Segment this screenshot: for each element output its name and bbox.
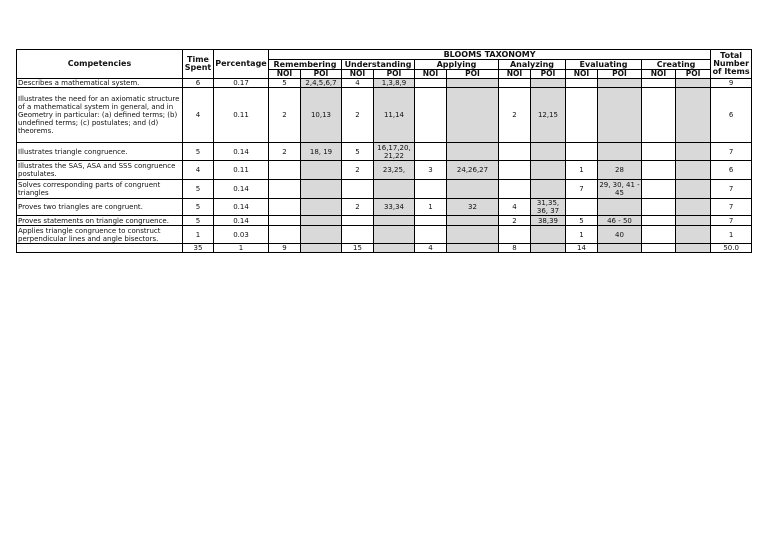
header-noi-creating: NOI [642,70,676,79]
poi-cell [676,216,711,226]
table-row [17,161,752,180]
noi-cell [415,79,447,88]
table-body [17,79,752,253]
table-row [17,180,752,199]
competency-cell: Illustrates triangle congruence. [17,143,183,161]
table-row [17,226,752,244]
competency-cell: Describes a mathematical system. [17,79,183,88]
noi-cell: 4 [342,79,374,88]
header-noi-understanding: NOI [342,70,374,79]
total-items-cell: 7 [711,143,752,161]
poi-cell [676,79,711,88]
poi-cell [598,79,642,88]
noi-cell [642,244,676,253]
noi-cell [269,216,301,226]
header-poi-understanding: POI [374,70,415,79]
table-row [17,216,752,226]
total-items-cell: 7 [711,199,752,216]
noi-cell: 14 [566,244,598,253]
total-items-cell: 50.0 [711,244,752,253]
percentage-cell: 0.03 [214,226,269,244]
header-level-understanding: Understanding [342,60,415,70]
poi-cell [676,161,711,180]
poi-cell [676,226,711,244]
competency-cell: Solves corresponding parts of congruent triangles [17,180,183,199]
header-noi-applying: NOI [415,70,447,79]
noi-cell [642,161,676,180]
poi-cell [374,244,415,253]
noi-cell [415,216,447,226]
totals-row [17,244,752,253]
poi-cell [447,216,499,226]
total-items-cell: 6 [711,88,752,143]
time-spent-cell: 5 [183,216,214,226]
poi-cell: 24,26,27 [447,161,499,180]
percentage-cell: 0.14 [214,180,269,199]
noi-cell [566,143,598,161]
competency-cell [17,244,183,253]
table-header [17,50,752,79]
poi-cell: 18, 19 [301,143,342,161]
noi-cell [642,180,676,199]
poi-cell [447,244,499,253]
competency-cell: Applies triangle congruence to construct perpendicular lines and angle bisectors. [17,226,183,244]
time-spent-cell: 5 [183,180,214,199]
noi-cell [499,180,531,199]
poi-cell [447,180,499,199]
header-poi-applying: POI [447,70,499,79]
poi-cell [301,180,342,199]
header-percentage: Percentage [214,50,269,79]
noi-cell [499,161,531,180]
noi-cell [642,216,676,226]
noi-cell [342,226,374,244]
header-level-applying: Applying [415,60,499,70]
noi-cell [642,199,676,216]
poi-cell: 31,35, 36, 37 [531,199,566,216]
noi-cell: 2 [269,143,301,161]
percentage-cell: 0.14 [214,199,269,216]
poi-cell [301,244,342,253]
poi-cell: 10,13 [301,88,342,143]
header-level-analyzing: Analyzing [499,60,566,70]
poi-cell [301,199,342,216]
poi-cell [301,226,342,244]
noi-cell [566,79,598,88]
total-items-cell: 1 [711,226,752,244]
noi-cell: 2 [499,216,531,226]
noi-cell: 2 [342,199,374,216]
poi-cell: 1,3,8,9 [374,79,415,88]
noi-cell [566,199,598,216]
competency-cell: Illustrates the need for an axiomatic structure of a mathematical system in general, and in Geometry in particular: (a) defined terms; (b) undefined terms; (c) postulates; and (d) theorems. [17,88,183,143]
header-time-spent: Time Spent [183,50,214,79]
time-spent-cell: 4 [183,88,214,143]
noi-cell [566,88,598,143]
noi-cell [269,161,301,180]
noi-cell: 2 [342,161,374,180]
poi-cell [531,161,566,180]
poi-cell [531,143,566,161]
time-spent-cell: 35 [183,244,214,253]
poi-cell: 16,17,20, 21,22 [374,143,415,161]
noi-cell: 5 [269,79,301,88]
poi-cell [374,216,415,226]
total-items-cell: 6 [711,161,752,180]
poi-cell [531,226,566,244]
poi-cell [374,226,415,244]
noi-cell [642,143,676,161]
noi-cell: 4 [415,244,447,253]
percentage-cell: 0.14 [214,143,269,161]
noi-cell: 3 [415,161,447,180]
poi-cell [598,244,642,253]
header-poi-remembering: POI [301,70,342,79]
noi-cell [342,216,374,226]
poi-cell [676,88,711,143]
noi-cell: 4 [499,199,531,216]
poi-cell: 11,14 [374,88,415,143]
noi-cell [415,143,447,161]
noi-cell: 2 [342,88,374,143]
time-spent-cell: 5 [183,199,214,216]
poi-cell: 38,39 [531,216,566,226]
poi-cell [531,244,566,253]
total-items-cell: 9 [711,79,752,88]
poi-cell: 40 [598,226,642,244]
header-noi-evaluating: NOI [566,70,598,79]
poi-cell [598,143,642,161]
poi-cell [531,180,566,199]
noi-cell: 7 [566,180,598,199]
noi-cell: 15 [342,244,374,253]
noi-cell: 5 [342,143,374,161]
poi-cell [447,143,499,161]
noi-cell: 9 [269,244,301,253]
poi-cell [598,88,642,143]
poi-cell: 28 [598,161,642,180]
competency-cell: Proves statements on triangle congruence. [17,216,183,226]
table-row [17,199,752,216]
poi-cell [676,199,711,216]
poi-cell [447,88,499,143]
noi-cell: 1 [566,226,598,244]
table-row [17,88,752,143]
poi-cell: 2,4,5,6,7 [301,79,342,88]
noi-cell: 1 [415,199,447,216]
percentage-cell: 0.17 [214,79,269,88]
header-noi-remembering: NOI [269,70,301,79]
competency-cell: Illustrates the SAS, ASA and SSS congruence postulates. [17,161,183,180]
competency-cell: Proves two triangles are congruent. [17,199,183,216]
poi-cell [531,79,566,88]
poi-cell: 33,34 [374,199,415,216]
poi-cell: 23,25, [374,161,415,180]
table-of-specifications [16,49,752,253]
poi-cell [301,161,342,180]
noi-cell [499,143,531,161]
time-spent-cell: 5 [183,143,214,161]
total-items-cell: 7 [711,216,752,226]
total-items-cell: 7 [711,180,752,199]
noi-cell [269,226,301,244]
header-poi-creating: POI [676,70,711,79]
noi-cell: 5 [566,216,598,226]
noi-cell [499,226,531,244]
poi-cell [447,79,499,88]
noi-cell [342,180,374,199]
noi-cell [415,88,447,143]
time-spent-cell: 6 [183,79,214,88]
noi-cell: 2 [269,88,301,143]
poi-cell: 29, 30, 41 - 45 [599,181,640,197]
header-level-creating: Creating [642,60,711,70]
header-blooms-taxonomy: BLOOMS TAXONOMY [269,50,711,60]
poi-cell [676,180,711,199]
poi-cell [301,216,342,226]
time-spent-cell: 4 [183,161,214,180]
noi-cell: 8 [499,244,531,253]
poi-cell [676,244,711,253]
table-row [17,79,752,88]
noi-cell [269,199,301,216]
header-level-remembering: Remembering [269,60,342,70]
percentage-cell: 1 [214,244,269,253]
noi-cell [642,226,676,244]
header-level-evaluating: Evaluating [566,60,642,70]
poi-cell [447,226,499,244]
noi-cell: 2 [499,88,531,143]
poi-cell: 12,15 [531,88,566,143]
noi-cell [269,180,301,199]
percentage-cell: 0.11 [214,161,269,180]
noi-cell [642,88,676,143]
header-competencies: Competencies [17,50,183,79]
poi-cell [598,199,642,216]
header-total-items: Total Number of Items [711,50,752,79]
noi-cell [642,79,676,88]
poi-cell: 46 - 50 [598,216,642,226]
noi-cell [415,226,447,244]
noi-cell [415,180,447,199]
poi-cell [374,180,415,199]
noi-cell [499,79,531,88]
header-poi-analyzing: POI [531,70,566,79]
percentage-cell: 0.11 [214,88,269,143]
header-poi-evaluating: POI [598,70,642,79]
poi-cell: 32 [447,199,499,216]
percentage-cell: 0.14 [214,216,269,226]
table-row [17,143,752,161]
time-spent-cell: 1 [183,226,214,244]
poi-cell [676,143,711,161]
header-noi-analyzing: NOI [499,70,531,79]
noi-cell: 1 [566,161,598,180]
